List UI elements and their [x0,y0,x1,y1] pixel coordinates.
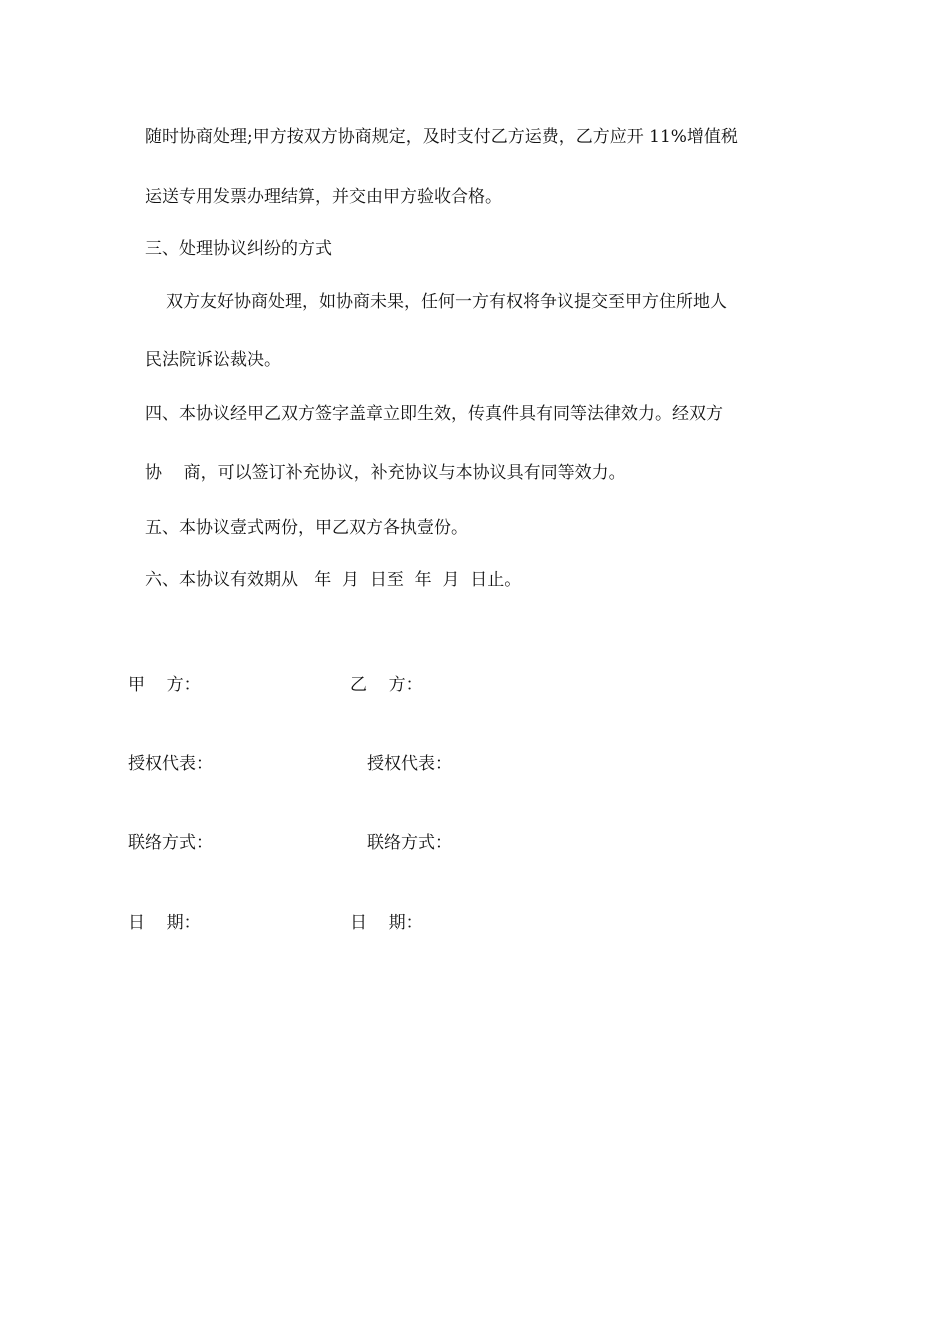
section-heading-dispute: 三、处理协议纠纷的方式 [145,239,332,259]
party-b-label: 乙 方： [350,675,423,695]
paragraph-line-negotiation: 双方友好协商处理，如协商未果，任何一方有权将争议提交至甲方住所地人 [166,292,727,312]
party-a-date-label: 日 期： [128,913,201,933]
paragraph-line-effective: 四、本协议经甲乙双方签字盖章立即生效，传真件具有同等法律效力。经双方 [145,404,723,424]
paragraph-line-supplement: 协 商，可以签订补充协议，补充协议与本协议具有同等效力。 [145,463,626,483]
party-a-label: 甲 方： [128,675,201,695]
paragraph-line-copies: 五、本协议壹式两份，甲乙双方各执壹份。 [145,518,468,538]
paragraph-line-court: 民法院诉讼裁决。 [145,350,281,370]
party-a-rep-label: 授权代表： [128,754,213,774]
party-b-date-label: 日 期： [350,913,423,933]
party-b-rep-label: 授权代表： [367,754,452,774]
paragraph-line-settlement: 随时协商处理;甲方按双方协商规定，及时支付乙方运费，乙方应开 11%增值税 [145,127,738,147]
party-b-contact-label: 联络方式： [367,833,452,853]
paragraph-line-invoice: 运送专用发票办理结算，并交由甲方验收合格。 [145,187,502,207]
party-a-contact-label: 联络方式： [128,833,213,853]
paragraph-line-validity: 六、本协议有效期从 年 月 日至 年 月 日止。 [145,570,522,590]
